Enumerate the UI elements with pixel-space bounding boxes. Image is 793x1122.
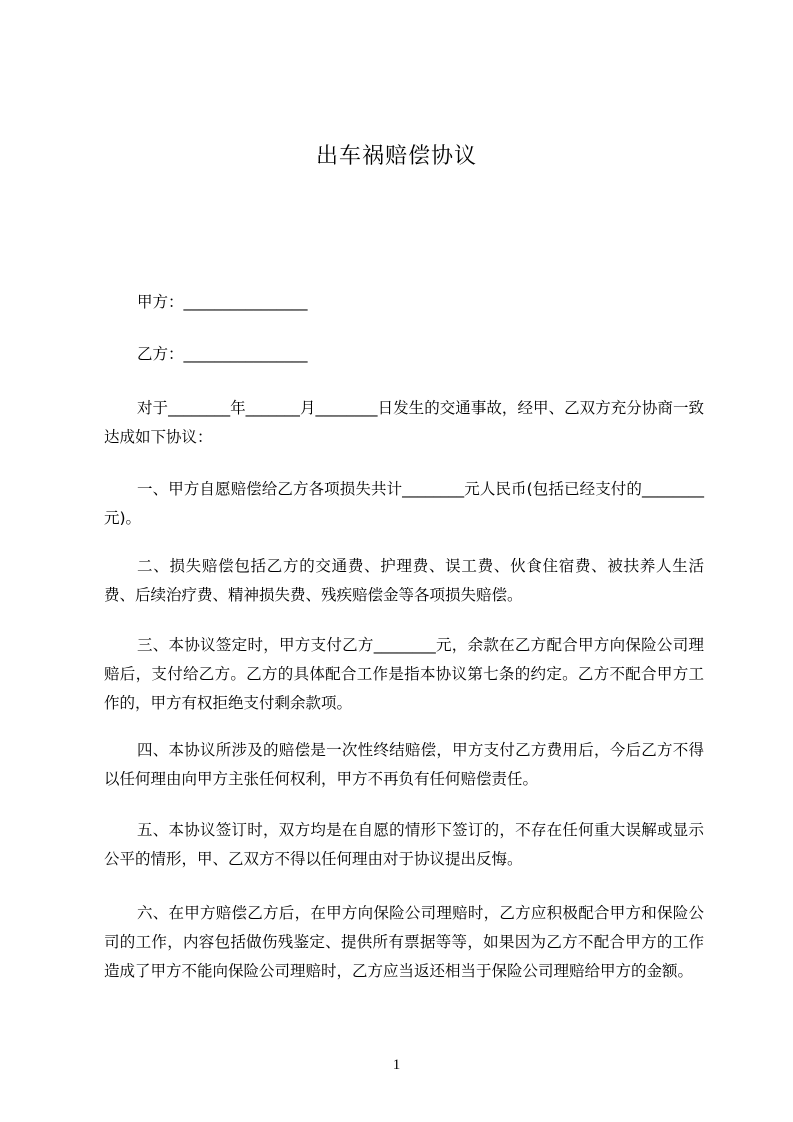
clause-6: 六、在甲方赔偿乙方后，在甲方向保险公司理赔时，乙方应积极配合甲方和保险公司的工作，内容包括做伤残鉴定、提供所有票据等等，如果因为乙方不配合甲方的工作造成了甲方不能向保险公司理赔时，乙方应当返还相当于保险公司理赔给甲方的金额。 xyxy=(104,904,704,980)
intro-paragraph: 对于________年_______月________日发生的交通事故，经甲、乙双方充分协商一致达成如下协议： xyxy=(104,399,704,446)
party-a-line: 甲方：________________ xyxy=(137,293,308,311)
clause-3: 三、本协议签定时，甲方支付乙方________元，余款在乙方配合甲方向保险公司理赔后，支付给乙方。乙方的具体配合工作是指本协议第七条的约定。乙方不配合甲方工作的，甲方有权拒绝支付剩余款项。 xyxy=(104,636,704,712)
clause-1: 一、甲方自愿赔偿给乙方各项损失共计________元人民币(包括已经支付的________元)。 xyxy=(104,480,704,527)
party-b-line: 乙方：________________ xyxy=(137,345,308,363)
page-number: 1 xyxy=(392,1057,401,1073)
clause-2: 二、损失赔偿包括乙方的交通费、护理费、误工费、伙食住宿费、被扶养人生活费、后续治疗费、精神损失费、残疾赔偿金等各项损失赔偿。 xyxy=(104,557,704,604)
clause-5: 五、本协议签订时，双方均是在自愿的情形下签订的，不存在任何重大误解或显示公平的情形，甲、乙双方不得以任何理由对于协议提出反悔。 xyxy=(104,821,704,868)
clause-4: 四、本协议所涉及的赔偿是一次性终结赔偿，甲方支付乙方费用后，今后乙方不得以任何理由向甲方主张任何权利，甲方不再负有任何赔偿责任。 xyxy=(104,741,704,788)
document-title: 出车祸赔偿协议 xyxy=(315,144,477,169)
